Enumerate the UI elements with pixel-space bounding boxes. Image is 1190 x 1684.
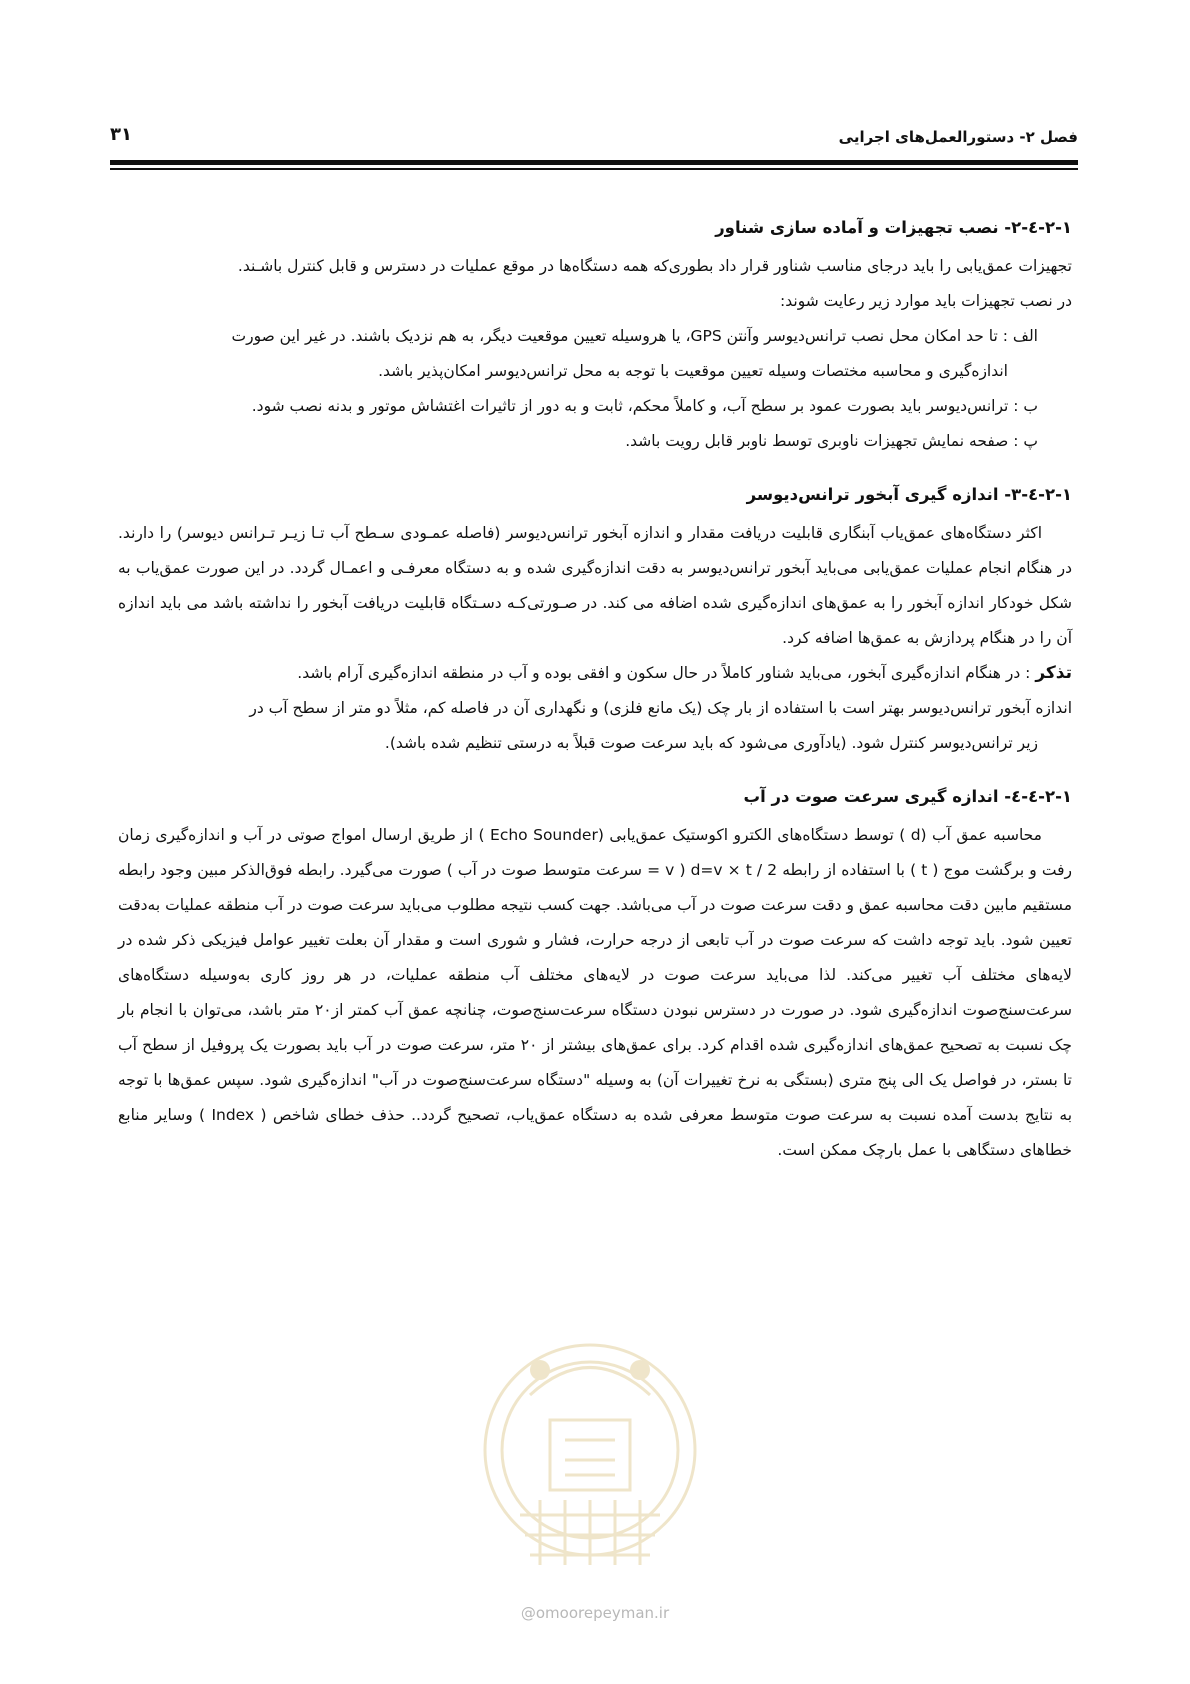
paragraph: در نصب تجهیزات باید موارد زیر رعایت شوند: [780, 292, 1072, 310]
list-item-p: پ : صفحه نمایش تجهیزات ناوبری توسط ناوبر قابل رویت باشد. [625, 432, 1038, 450]
list-item-a-continued: اندازه‌گیری و محاسبه مختصات وسیله تعیین موقعیت با توجه به محل ترانس‌دیوسر امکان‌پذیر باشد. [378, 362, 1008, 380]
section-heading-2-1-4-2: ۲-۱-٤-۲- نصب تجهیزات و آماده سازی شناور [715, 218, 1072, 237]
page-number: ۳۱ [110, 124, 132, 145]
section-heading-2-1-4-3: ۲-۱-٤-۳- اندازه گیری آبخور ترانس‌دیوسر [746, 485, 1072, 504]
header-rule-thick [110, 160, 1078, 165]
list-item-a: الف : تا حد امکان محل نصب ترانس‌دیوسر وآنتن GPS، یا هروسیله تعیین موقعیت دیگر، به هم نزدیک باشند. در غیر این صورت [231, 327, 1038, 345]
note-line: اندازه آبخور ترانس‌دیوسر بهتر است با استفاده از بار چک (یک مانع فلزی) و نگهداری آن در فاصله کم، مثلاً دو متر از سطح آب در [249, 699, 1072, 717]
watermark-logo [470, 1300, 710, 1600]
paragraph: اکثر دستگاه‌های عمق‌یاب آبنگاری قابلیت دریافت مقدار و اندازه آبخور ترانس‌دیوسر (فاصله عمـودی سـطح آب تـا زیـر تـرانس دیوسر) را دارند. در هنگام انجام عملیات عمق‌یابی می‌باید آبخور ترانس‌دیوسر به دقت اندازه‌گیری شده و به دستگاه معرفـی و اعمـال گردد. در این صورت عمق‌یاب به شکل خودکار اندازه آبخور را به عمق‌های اندازه‌گیری شده اضافه می کند. در صـورتی‌کـه دسـتگاه قابلیت دریافت آبخور را نداشته باشد می باید اندازه آن را در هنگام پردازش به عمق‌ها اضافه کرد. [118, 524, 1072, 647]
note-line-continued: زیر ترانس‌دیوسر کنترل شود. (یادآوری می‌شود که باید سرعت صوت قبلاً به درستی تنظیم شده باشد). [384, 734, 1038, 752]
note-text: : در هنگام اندازه‌گیری آبخور، می‌باید شناور کاملاً در حال سکون و افقی بوده و آب در منطقه اندازه‌گیری آرام باشد. [297, 664, 1036, 682]
spacer [118, 761, 1072, 779]
header-rule-thin [110, 168, 1078, 170]
watermark-url: @omoorepeyman.ir [520, 1604, 670, 1622]
paragraph: تجهیزات عمق‌یابی را باید درجای مناسب شناور قرار داد بطوری‌که همه دستگاه‌ها در موقع عملیات در دسترس و قابل کنترل باشـند. [237, 257, 1072, 275]
note-term: تذکر [1035, 663, 1072, 683]
requirements-list [118, 319, 1072, 459]
page-header [110, 118, 1078, 158]
document-body [118, 210, 1072, 1168]
paragraph: محاسبه عمق آب (d ) توسط دستگاه‌های الکترو اکوستیک عمق‌یابی (Echo Sounder ) از طریق ارسال امواج صوتی در آب و اندازه‌گیری زمان رفت و برگشت موج ( t ) با استفاده از رابطه d=v × t / 2 ( v = سرعت متوسط صوت در آب ) صورت می‌گیرد. رابطه فوق‌الذکر مبین وجود رابطه مستقیم مابین دقت محاسبه عمق و دقت سرعت صوت در آب می‌باشد. جهت کسب نتیجه مطلوب می‌باید سرعت صوت در آب منطقه عملیات به‌دقت تعیین شود. باید توجه داشت که سرعت صوت در آب تابعی از درجه حرارت، فشار و شوری است و مقدار آن بعلت تغییر عوامل فیزیکی ذکر شده در لایه‌های مختلف آب تغییر می‌کند. لذا می‌باید سرعت صوت در لایه‌های مختلف آب منطقه عملیات، در هر روز کاری به‌وسیله دستگاه‌های سرعت‌سنج‌صوت اندازه‌گیری شود. در صورت در دسترس نبودن دستگاه سرعت‌سنج‌صوت، چنانچه عمق آب کمتر از۲۰ متر باشد، می‌توان با انجام بار چک نسبت به تصحیح عمق‌های اندازه‌گیری شده اقدام کرد. برای عمق‌های بیشتر از ۲۰ متر، سرعت صوت در آب باید بصورت یک پروفیل از سطح آب تا بستر، در فواصل یک الی پنج متری (بستگی به نرخ تغییرات آن) به وسیله "دستگاه سرعت‌سنج‌صوت در آب" اندازه‌گیری شود. سپس عمق‌ها با توجه به نتایج بدست آمده نسبت به سرعت صوت متوسط معرفی شده به دستگاه عمق‌یاب، تصحیح گردد.. حذف خطای شاخص ( Index ) وسایر منابع خطاهای دستگاهی با عمل بارچک ممکن است. [118, 826, 1073, 1159]
spacer [118, 459, 1072, 477]
list-item-b: ب : ترانس‌دیوسر باید بصورت عمود بر سطح آب، و کاملاً محکم، ثابت و به دور از تاثیرات اغتشاش موتور و بدنه نصب شود. [251, 397, 1038, 415]
section-heading-2-1-4-4: ۲-۱-٤-٤- اندازه گیری سرعت صوت در آب [743, 787, 1072, 806]
chapter-title: فصل ۲- دستورالعمل‌های اجرایی [838, 128, 1078, 146]
note [118, 656, 1072, 691]
